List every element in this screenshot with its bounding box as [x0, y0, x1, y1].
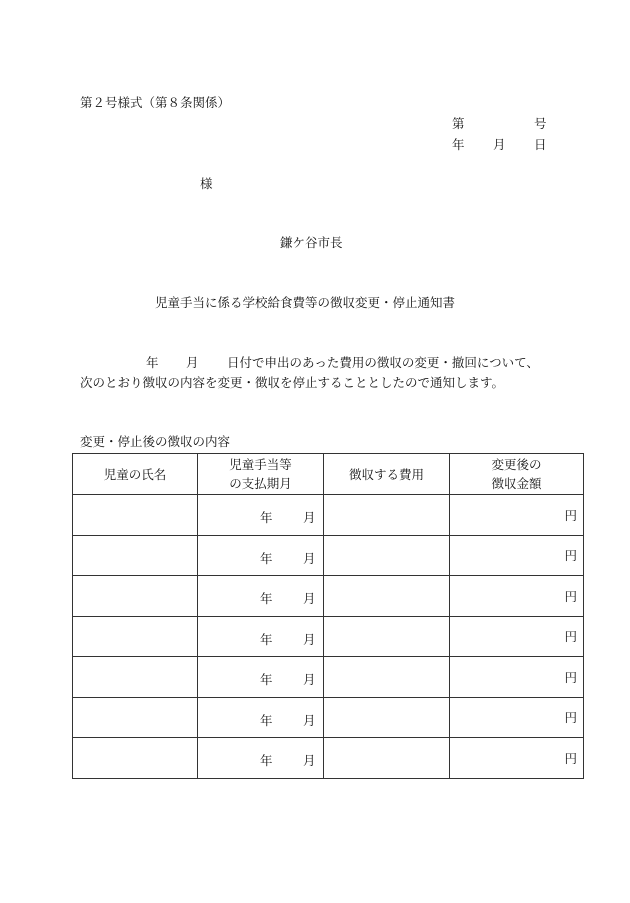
header-amount — [450, 454, 584, 495]
cell-cost[interactable] — [324, 495, 450, 536]
cell-cost[interactable] — [324, 535, 450, 576]
cell-amount[interactable]: 円 — [450, 657, 584, 698]
body-month: 月 — [186, 355, 199, 370]
collection-table — [72, 453, 584, 779]
header-period — [198, 454, 324, 495]
cell-child-name[interactable] — [73, 495, 198, 536]
body-line2: 次のとおり徴収の内容を変更・徴収を停止することとしたので通知します。 — [80, 375, 505, 390]
document-title: 児童手当に係る学校給食費等の徴収変更・停止通知書 — [155, 295, 456, 310]
cell-amount[interactable]: 円 — [450, 738, 584, 779]
cell-child-name[interactable] — [73, 697, 198, 738]
header-name: 児童の氏名 — [73, 454, 198, 495]
cell-amount[interactable]: 円 — [450, 616, 584, 657]
cell-payment-month[interactable] — [198, 697, 324, 738]
cell-cost[interactable] — [324, 616, 450, 657]
cell-amount[interactable]: 円 — [450, 495, 584, 536]
cell-payment-month[interactable] — [198, 616, 324, 657]
cell-payment-month[interactable] — [198, 576, 324, 617]
cell-month-label: 月 — [303, 631, 316, 647]
cell-month-label: 月 — [303, 712, 316, 728]
cell-amount[interactable]: 円 — [450, 576, 584, 617]
date-year: 年 — [452, 137, 465, 152]
cell-year-label: 年 — [260, 712, 273, 728]
table-row — [73, 495, 584, 536]
cell-amount[interactable]: 円 — [450, 535, 584, 576]
cell-month-label: 月 — [303, 550, 316, 566]
cell-year-label: 年 — [260, 550, 273, 566]
table-row — [73, 697, 584, 738]
cell-year-label: 年 — [260, 753, 273, 769]
cell-cost[interactable] — [324, 738, 450, 779]
cell-year-label: 年 — [260, 672, 273, 688]
cell-year-label: 年 — [260, 631, 273, 647]
cell-child-name[interactable] — [73, 535, 198, 576]
header-cost: 徴収する費用 — [324, 454, 450, 495]
cell-child-name[interactable] — [73, 657, 198, 698]
cell-month-label: 月 — [303, 591, 316, 607]
addressee-suffix: 様 — [200, 176, 213, 191]
header-amount-line2: 徴収金額 — [491, 476, 542, 491]
cell-amount[interactable]: 円 — [450, 697, 584, 738]
date-day: 日 — [534, 137, 547, 152]
table-row — [73, 535, 584, 576]
cell-child-name[interactable] — [73, 616, 198, 657]
body-line1: 日付で申出のあった費用の徴収の変更・撤回について、 — [227, 355, 539, 370]
cell-cost[interactable] — [324, 657, 450, 698]
cell-month-label: 月 — [303, 510, 316, 526]
table-header-row — [73, 454, 584, 495]
header-period-line1: 児童手当等 — [229, 457, 292, 472]
cell-cost[interactable] — [324, 697, 450, 738]
table-row — [73, 616, 584, 657]
cell-year-label: 年 — [260, 510, 273, 526]
body-year: 年 — [146, 355, 159, 370]
cell-month-label: 月 — [303, 753, 316, 769]
cell-payment-month[interactable] — [198, 657, 324, 698]
form-id: 第２号様式（第８条関係） — [80, 95, 231, 110]
cell-payment-month[interactable] — [198, 495, 324, 536]
cell-month-label: 月 — [303, 672, 316, 688]
cell-child-name[interactable] — [73, 576, 198, 617]
table-row — [73, 657, 584, 698]
number-prefix: 第 — [452, 116, 465, 131]
table-row — [73, 576, 584, 617]
cell-cost[interactable] — [324, 576, 450, 617]
cell-year-label: 年 — [260, 591, 273, 607]
number-suffix: 号 — [534, 116, 547, 131]
date-month: 月 — [493, 137, 506, 152]
cell-payment-month[interactable] — [198, 738, 324, 779]
header-amount-line1: 変更後の — [491, 457, 542, 472]
section-label: 変更・停止後の徴収の内容 — [80, 434, 231, 449]
cell-payment-month[interactable] — [198, 535, 324, 576]
table-row — [73, 738, 584, 779]
issuer: 鎌ケ谷市長 — [280, 235, 343, 250]
cell-child-name[interactable] — [73, 738, 198, 779]
header-period-line2: の支払期月 — [229, 476, 292, 491]
